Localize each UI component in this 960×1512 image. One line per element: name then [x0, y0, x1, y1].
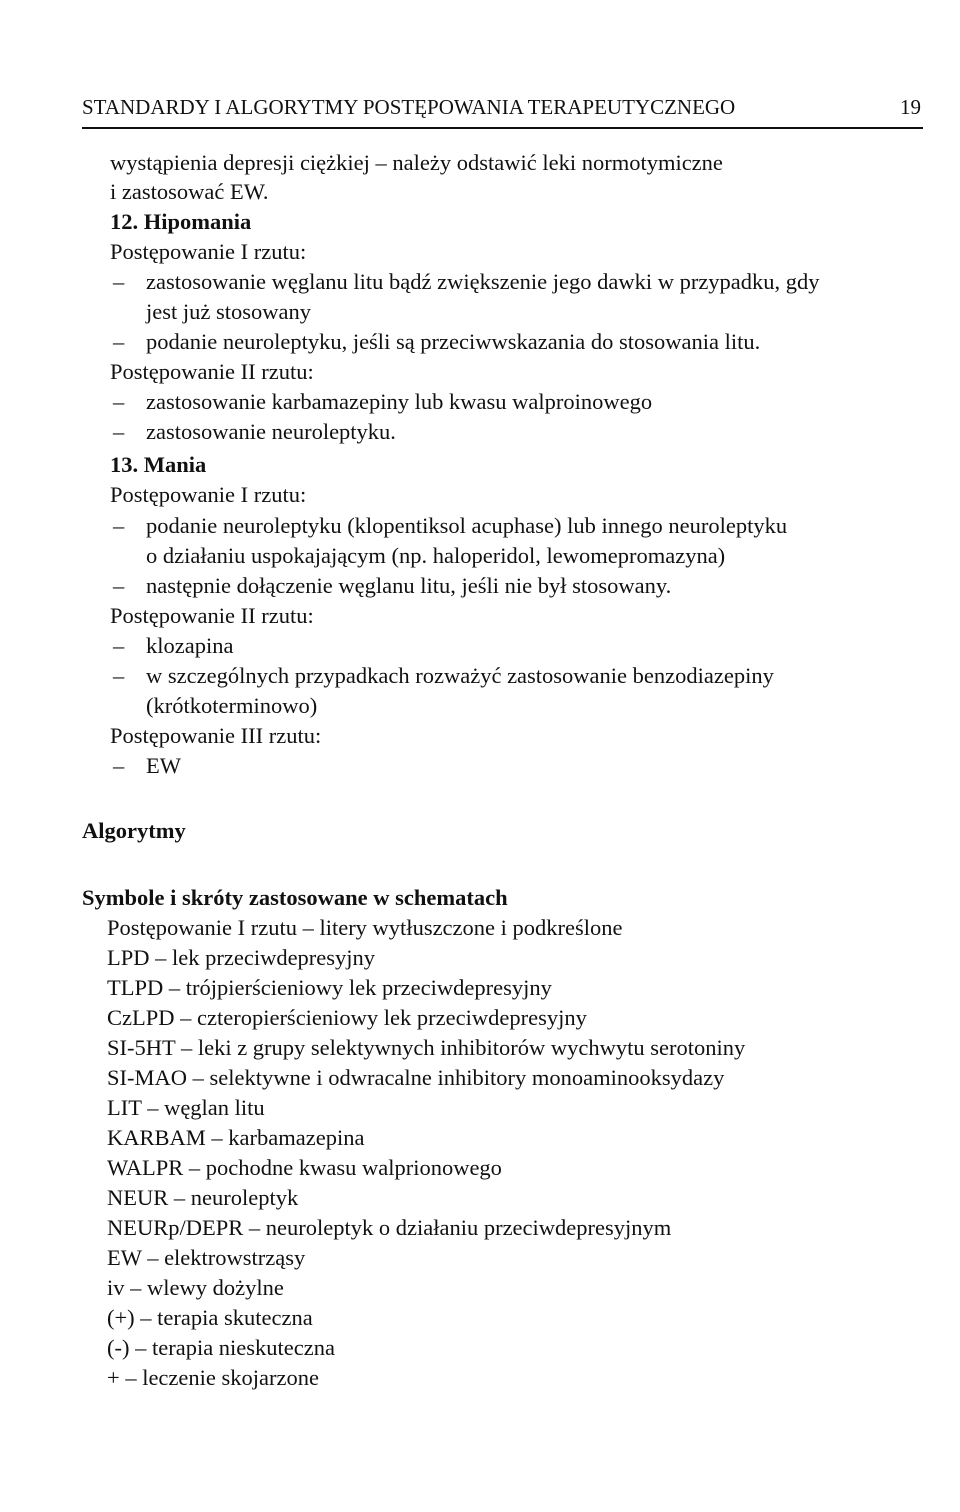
list-dash: – [113, 663, 125, 688]
symbol-entry: (+) – terapia skuteczna [107, 1305, 313, 1330]
list-item-continuation: o działaniu uspokajającym (np. haloperidol, lewomepromazyna) [146, 543, 726, 568]
list-dash: – [113, 269, 125, 294]
list-item [113, 417, 396, 447]
symbol-entry: CzLPD – czteropierścieniowy lek przeciwdepresyjny [107, 1005, 587, 1030]
list-item-text: zastosowanie neuroleptyku. [146, 419, 396, 444]
stage-label: Postępowanie I rzutu: [110, 482, 307, 507]
symbol-entry: iv – wlewy dożylne [107, 1275, 284, 1300]
list-item-text: zastosowanie karbamazepiny lub kwasu walproinowego [146, 389, 653, 414]
list-dash: – [113, 419, 125, 444]
list-dash: – [113, 753, 125, 778]
list-dash: – [113, 633, 125, 658]
section-heading-mania: 13. Mania [110, 452, 207, 477]
list-dash: – [113, 329, 125, 354]
symbol-entry: NEURp/DEPR – neuroleptyk o działaniu przeciwdepresyjnym [107, 1215, 672, 1240]
list-item-text: EW [146, 753, 181, 778]
symbol-entry: WALPR – pochodne kwasu walprionowego [107, 1155, 502, 1180]
list-dash: – [113, 513, 125, 538]
symbol-entry: EW – elektrowstrząsy [107, 1245, 306, 1270]
algorithms-heading: Algorytmy [82, 818, 186, 843]
list-item [113, 387, 652, 417]
list-item-text: klozapina [146, 633, 234, 658]
list-item [113, 511, 787, 541]
symbol-entry: NEUR – neuroleptyk [107, 1185, 299, 1210]
symbol-entry: TLPD – trójpierścieniowy lek przeciwdepresyjny [107, 975, 552, 1000]
running-head [82, 93, 923, 129]
list-dash: – [113, 389, 125, 414]
stage-label: Postępowanie I rzutu: [110, 239, 307, 264]
symbol-entry: LIT – węglan litu [107, 1095, 265, 1120]
list-item [113, 661, 774, 691]
list-item-text: podanie neuroleptyku (klopentiksol acuphase) lub innego neuroleptyku [146, 513, 788, 538]
stage-label: Postępowanie III rzutu: [110, 723, 322, 748]
list-dash: – [113, 573, 125, 598]
list-item [113, 751, 181, 781]
list-item [113, 267, 820, 297]
list-item-text: w szczególnych przypadkach rozważyć zastosowanie benzodiazepiny [146, 663, 774, 688]
list-item-continuation: jest już stosowany [146, 299, 311, 324]
stage-label: Postępowanie II rzutu: [110, 603, 314, 628]
list-item-text: zastosowanie węglanu litu bądź zwiększenie jego dawki w przypadku, gdy [146, 269, 820, 294]
stage-label: Postępowanie II rzutu: [110, 359, 314, 384]
symbol-entry: + – leczenie skojarzone [107, 1365, 319, 1390]
symbol-entry: (-) – terapia nieskuteczna [107, 1335, 335, 1360]
list-item [113, 327, 760, 357]
body-text-line: i zastosować EW. [110, 179, 269, 204]
symbol-entry: SI-MAO – selektywne i odwracalne inhibitory monoaminooksydazy [107, 1065, 725, 1090]
running-head-title: STANDARDY I ALGORYTMY POSTĘPOWANIA TERAPEUTYCZNEGO [82, 95, 736, 119]
list-item-continuation: (krótkoterminowo) [146, 693, 318, 718]
symbol-entry: SI-5HT – leki z grupy selektywnych inhibitorów wychwytu serotoniny [107, 1035, 746, 1060]
page-number: 19 [900, 95, 921, 119]
body-text-line: wystąpienia depresji ciężkiej – należy odstawić leki normotymiczne [110, 150, 723, 175]
section-heading-hipomania: 12. Hipomania [110, 209, 252, 234]
symbol-entry: Postępowanie I rzutu – litery wytłuszczone i podkreślone [107, 915, 623, 940]
list-item-text: podanie neuroleptyku, jeśli są przeciwwskazania do stosowania litu. [146, 329, 761, 354]
list-item-text: następnie dołączenie węglanu litu, jeśli nie był stosowany. [146, 573, 672, 598]
symbol-entry: KARBAM – karbamazepina [107, 1125, 365, 1150]
symbols-heading: Symbole i skróty zastosowane w schematach [82, 885, 508, 910]
symbol-entry: LPD – lek przeciwdepresyjny [107, 945, 376, 970]
list-item [113, 631, 233, 661]
list-item [113, 571, 671, 601]
